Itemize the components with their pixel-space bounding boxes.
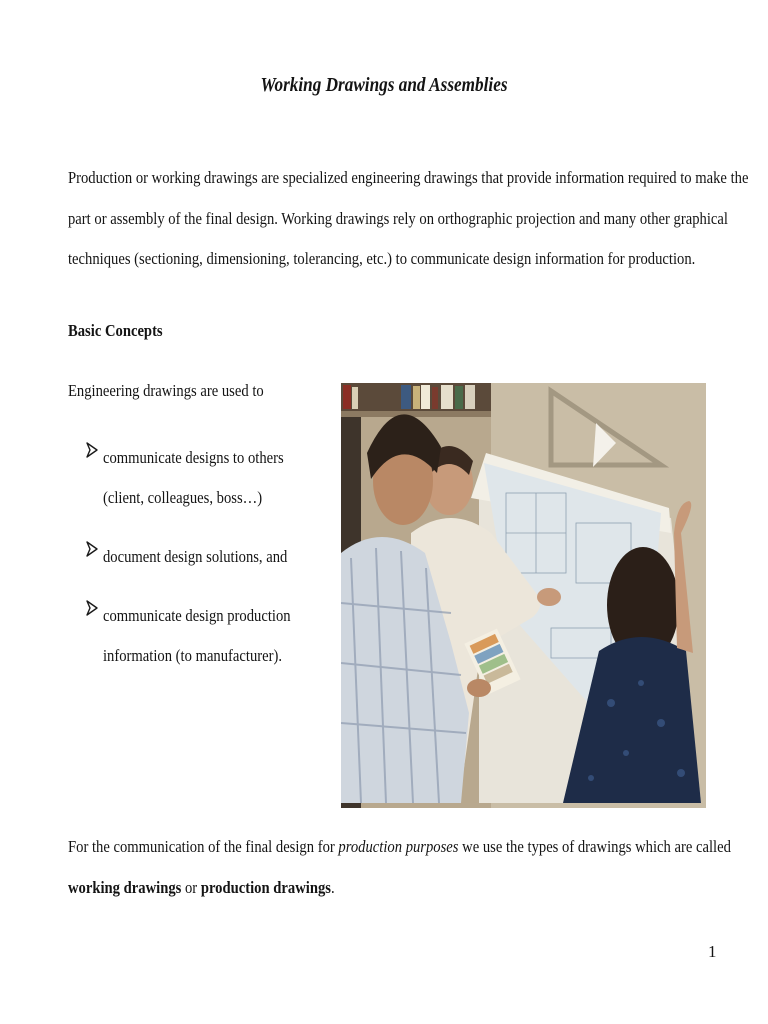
list-item — [86, 438, 326, 518]
usage-bullet-list — [86, 438, 326, 695]
section-heading: Basic Concepts — [68, 321, 163, 340]
bullet-line: (client, colleagues, boss…) — [103, 488, 263, 507]
bold-term: working drawings — [68, 878, 182, 897]
engineers-reviewing-drawing-photo — [341, 383, 706, 808]
arrowhead-bullet-icon — [86, 541, 98, 557]
closing-paragraph — [68, 826, 731, 908]
arrowhead-bullet-icon — [86, 442, 98, 458]
intro-line: techniques (sectioning, dimensioning, tolerancing, etc.) to communicate design information for production. — [68, 249, 696, 268]
bullet-line: document design solutions, and — [103, 547, 288, 566]
intro-line: Production or working drawings are specialized engineering drawings that provide information required to make the — [68, 168, 749, 187]
closing-line: working drawings or production drawings. — [68, 878, 335, 897]
page-number: 1 — [708, 942, 717, 961]
document-title: Working Drawings and Assemblies — [260, 74, 508, 96]
bullet-line: communicate design production — [103, 606, 291, 625]
intro-line: part or assembly of the final design. Working drawings rely on orthographic projection and many other graphical — [68, 208, 728, 228]
list-item — [86, 537, 326, 577]
list-item — [86, 596, 326, 676]
bullet-line: information (to manufacturer). — [103, 646, 283, 665]
bold-term: production drawings — [200, 878, 331, 897]
arrowhead-bullet-icon — [86, 600, 98, 616]
bullet-line: communicate designs to others — [103, 448, 284, 467]
emphasis-text: production purposes — [338, 837, 459, 856]
lead-sentence: Engineering drawings are used to — [68, 381, 264, 400]
intro-paragraph — [68, 158, 749, 280]
closing-line: For the communication of the final design for production purposes we use the types of drawings which are called — [68, 837, 731, 856]
